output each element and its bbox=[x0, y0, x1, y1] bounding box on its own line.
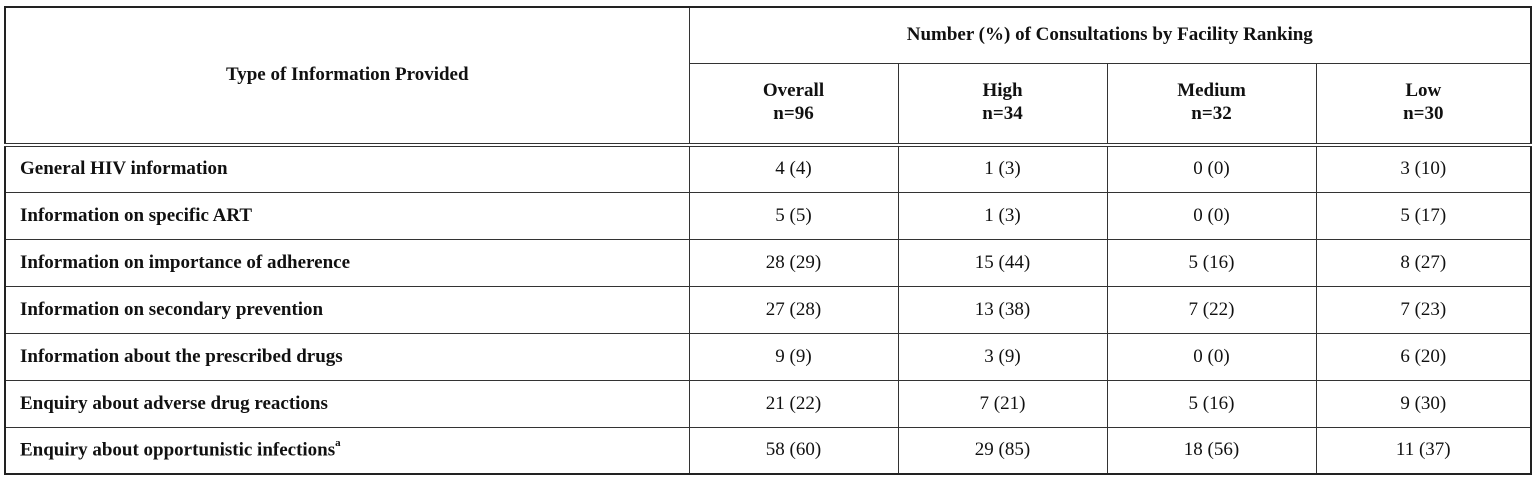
cell-medium: 18 (56) bbox=[1107, 427, 1316, 474]
cell-high: 15 (44) bbox=[898, 239, 1107, 286]
table-row bbox=[5, 380, 1531, 427]
table-row bbox=[5, 192, 1531, 239]
row-label: Information on importance of adherence bbox=[5, 239, 689, 286]
cell-low: 7 (23) bbox=[1316, 286, 1531, 333]
cell-overall: 9 (9) bbox=[689, 333, 898, 380]
row-header: Type of Information Provided bbox=[5, 7, 689, 145]
cell-high: 7 (21) bbox=[898, 380, 1107, 427]
row-label bbox=[5, 427, 689, 474]
cell-low: 11 (37) bbox=[1316, 427, 1531, 474]
row-label: Information on specific ART bbox=[5, 192, 689, 239]
table-row bbox=[5, 333, 1531, 380]
consultation-info-table bbox=[4, 6, 1532, 475]
cell-medium: 5 (16) bbox=[1107, 380, 1316, 427]
cell-overall: 5 (5) bbox=[689, 192, 898, 239]
cell-overall: 28 (29) bbox=[689, 239, 898, 286]
cell-overall: 21 (22) bbox=[689, 380, 898, 427]
cell-overall: 58 (60) bbox=[689, 427, 898, 474]
cell-high: 1 (3) bbox=[898, 145, 1107, 192]
cell-high: 1 (3) bbox=[898, 192, 1107, 239]
cell-high: 13 (38) bbox=[898, 286, 1107, 333]
cell-overall: 4 (4) bbox=[689, 145, 898, 192]
row-label: General HIV information bbox=[5, 145, 689, 192]
cell-low: 6 (20) bbox=[1316, 333, 1531, 380]
cell-high: 29 (85) bbox=[898, 427, 1107, 474]
cell-low: 5 (17) bbox=[1316, 192, 1531, 239]
cell-low: 3 (10) bbox=[1316, 145, 1531, 192]
column-header-overall: Overall n=96 bbox=[689, 63, 898, 145]
cell-medium: 0 (0) bbox=[1107, 192, 1316, 239]
row-label: Information about the prescribed drugs bbox=[5, 333, 689, 380]
column-header-medium: Medium n=32 bbox=[1107, 63, 1316, 145]
table-row bbox=[5, 427, 1531, 474]
cell-medium: 5 (16) bbox=[1107, 239, 1316, 286]
cell-overall: 27 (28) bbox=[689, 286, 898, 333]
cell-medium: 0 (0) bbox=[1107, 333, 1316, 380]
footnote-marker: a bbox=[335, 437, 341, 450]
table-row bbox=[5, 286, 1531, 333]
row-label-text: Enquiry about opportunistic infections bbox=[20, 439, 336, 461]
row-label: Enquiry about adverse drug reactions bbox=[5, 380, 689, 427]
cell-high: 3 (9) bbox=[898, 333, 1107, 380]
cell-medium: 0 (0) bbox=[1107, 145, 1316, 192]
cell-low: 9 (30) bbox=[1316, 380, 1531, 427]
group-header: Number (%) of Consultations by Facility Ranking bbox=[689, 7, 1531, 63]
table-row bbox=[5, 145, 1531, 192]
row-label: Information on secondary prevention bbox=[5, 286, 689, 333]
column-header-high: High n=34 bbox=[898, 63, 1107, 145]
cell-medium: 7 (22) bbox=[1107, 286, 1316, 333]
table-row bbox=[5, 239, 1531, 286]
cell-low: 8 (27) bbox=[1316, 239, 1531, 286]
column-header-low: Low n=30 bbox=[1316, 63, 1531, 145]
